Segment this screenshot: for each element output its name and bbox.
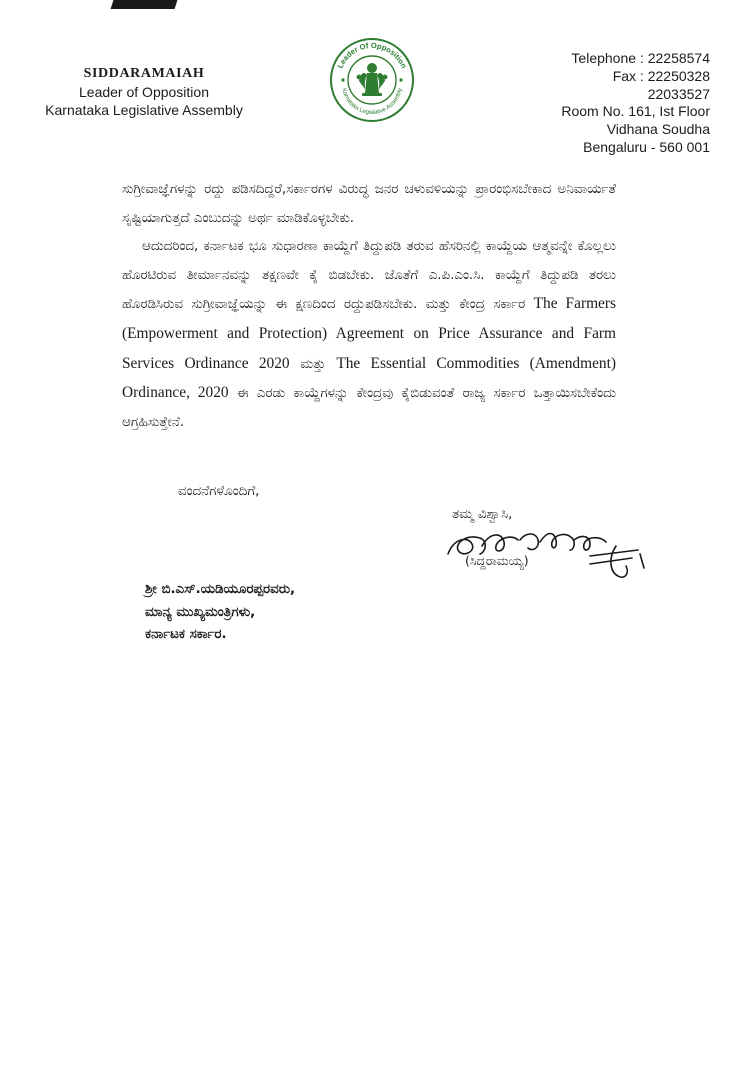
room-address: Room No. 161, Ist Floor [561, 103, 710, 120]
fax-number-2: 22033527 [647, 85, 710, 102]
body-paragraph-2-kannada: ಆದುದರಿಂದ, ಕರ್ನಾಟಕ ಭೂ ಸುಧಾರಣಾ ಕಾಯ್ದೆಗೆ ತಿದ್ದುಪಡಿ ತರುವ ಹೆಸರಿನಲ್ಲಿ ಕಾಯ್ದೆಯ ಆತ್ಮವನ್ನೇ ಕೊಲ್ಲಲು ಹೊರಟಿರುವ ತೀರ್ಮಾನವನ್ನು ತಕ್ಷಣವೇ ಕೈ ಬಿಡಬೇಕು. ಜೊತೆಗೆ ಎ.ಪಿ.ಎಂ.ಸಿ. ಕಾಯ್ದೆಗೆ ತಿದ್ದುಪಡಿ ತರಲು ಹೊರಡಿಸಿರುವ ಸುಗ್ರೀವಾಜ್ಞೆಯನ್ನು ಈ ಕ್ಷಣದಿಂದ ರದ್ದುಪಡಿಸಬೇಕು. ಮತ್ತು ಕೇಂದ್ರ ಸರ್ಕಾರ [122, 239, 616, 313]
telephone-number: Telephone : 22258574 [571, 50, 710, 66]
recipient-name: ಶ್ರೀ ಬಿ.ಎಸ್.ಯಡಿಯೂರಪ್ಪರವರು, [145, 582, 296, 597]
seal-top-text: Leader Of Opposition [335, 40, 409, 70]
handwritten-signature-icon [440, 520, 648, 584]
sender-position: Leader of Opposition [79, 84, 209, 100]
city-address: Bengaluru - 560 001 [583, 138, 710, 155]
farmers-ordinance-title: The Farmers (Empowerment and Protection) Agreement on Price Assurance and Farm Services Ordinance 2020 [122, 295, 616, 372]
body-and-connector: ಮತ್ತು [300, 356, 326, 372]
building-address: Vidhana Soudha [606, 121, 710, 138]
sender-block [24, 66, 264, 118]
signatory-name: (ಸಿದ್ದರಾಮಯ್ಯ) [465, 553, 529, 568]
body-paragraph-2 [122, 233, 616, 437]
official-seal-icon [329, 37, 415, 123]
body-paragraph-2-tail: ಈ ಎರಡು ಕಾಯ್ದೆಗಳನ್ನು ಕೇಂದ್ರವು ಕೈಬಿಡುವಂತೆ ರಾಜ್ಯ ಸರ್ಕಾರ ಒತ್ತಾಯಿಸಬೇಕೆಂದು ಆಗ್ರಹಿಸುತ್ತೇನೆ. [122, 386, 616, 430]
essential-commodities-ordinance-title: The Essential Commodities (Amendment) Ordinance, 2020 [122, 354, 616, 402]
closing-salutation: ವಂದನೆಗಳೊಂದಿಗೆ, [178, 484, 260, 499]
recipient-office: ಕರ್ನಾಟಕ ಸರ್ಕಾರ. [145, 627, 227, 642]
letter-body [122, 176, 616, 437]
sender-organization: Karnataka Legislative Assembly [45, 102, 243, 118]
fax-number: Fax : 22250328 [612, 67, 710, 84]
recipient-title: ಮಾನ್ಯ ಮುಖ್ಯಮಂತ್ರಿಗಳು, [145, 604, 256, 620]
yours-faithfully: ತಮ್ಮ ವಿಶ್ವಾಸಿ, [452, 507, 513, 522]
top-edge-mark [111, 0, 178, 9]
contact-block [470, 50, 710, 157]
recipient-block [145, 579, 295, 647]
sender-name: SIDDARAMAIAH [83, 66, 205, 81]
body-paragraph-1: ಸುಗ್ರೀವಾಜ್ಞೆಗಳನ್ನು ರದ್ದು ಪಡಿಸದಿದ್ದರೆ,ಸರ್ಕಾರಗಳ ವಿರುದ್ಧ ಜನರ ಚಳುವಳಿಯನ್ನು ಪ್ರಾರಂಭಿಸಬೇಕಾದ ಅನಿವಾರ್ಯತೆ ಸೃಷ್ಟಿಯಾಗುತ್ತದೆ ಎಂಬುದನ್ನು ಅರ್ಥ ಮಾಡಿಕೊಳ್ಳಬೇಕು. [122, 182, 616, 226]
seal-bottom-text: Karnataka Legislative Assembly [340, 87, 404, 117]
